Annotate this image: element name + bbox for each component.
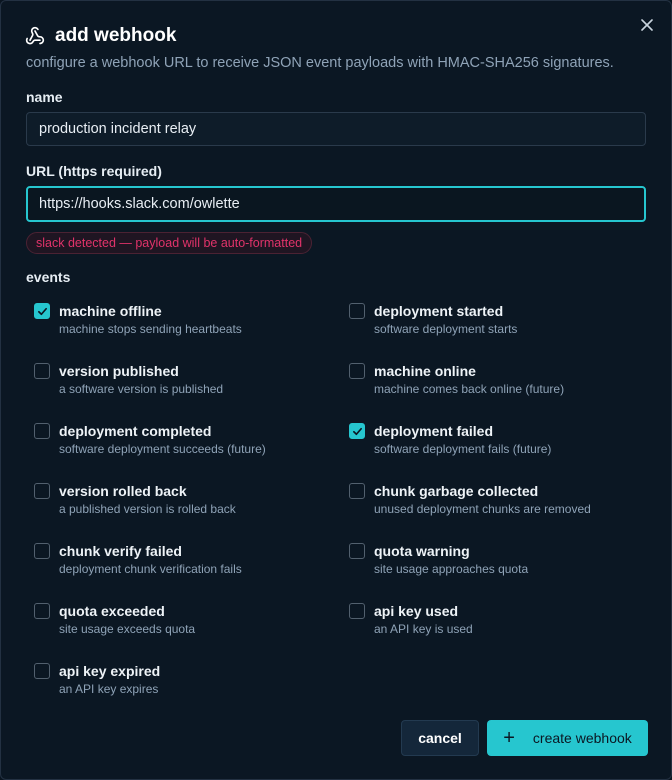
- event-checkbox[interactable]: [34, 483, 50, 499]
- event-checkbox[interactable]: [34, 363, 50, 379]
- event-text: [59, 302, 242, 338]
- name-input[interactable]: [26, 112, 646, 146]
- event-description: deployment chunk verification fails: [59, 562, 242, 576]
- event-text: [374, 482, 591, 518]
- event-checkbox[interactable]: [34, 603, 50, 619]
- plus-icon: +: [503, 727, 515, 749]
- close-icon: [641, 19, 653, 31]
- event-text: [59, 422, 266, 458]
- event-option[interactable]: [349, 482, 591, 518]
- event-description: software deployment fails (future): [374, 442, 552, 456]
- event-checkbox[interactable]: [349, 303, 365, 319]
- dialog-subtitle: configure a webhook URL to receive JSON event payloads with HMAC-SHA256 signatures.: [26, 55, 614, 71]
- event-text: [59, 602, 195, 638]
- event-option[interactable]: [349, 362, 564, 398]
- dialog-header: [25, 23, 176, 49]
- event-checkbox[interactable]: [34, 423, 50, 439]
- event-text: [59, 662, 160, 698]
- event-option[interactable]: [349, 302, 517, 338]
- event-name: version published: [59, 363, 179, 379]
- event-option[interactable]: [349, 602, 473, 638]
- event-name: machine online: [374, 363, 476, 379]
- event-checkbox[interactable]: [349, 543, 365, 559]
- event-checkbox[interactable]: [349, 483, 365, 499]
- event-checkbox[interactable]: [349, 423, 365, 439]
- name-label: name: [26, 89, 63, 105]
- event-name: deployment failed: [374, 423, 494, 439]
- checkmark-icon: [352, 426, 363, 437]
- event-checkbox[interactable]: [349, 363, 365, 379]
- event-name: deployment started: [374, 303, 504, 319]
- event-name: machine offline: [59, 303, 162, 319]
- webhook-icon: [25, 26, 45, 46]
- event-name: quota exceeded: [59, 603, 165, 619]
- dialog-title: add webhook: [55, 25, 177, 46]
- event-name: chunk verify failed: [59, 543, 182, 559]
- event-description: site usage exceeds quota: [59, 622, 196, 636]
- event-option[interactable]: [34, 542, 242, 578]
- url-label: URL (https required): [26, 163, 162, 179]
- slack-detected-hint: slack detected — payload will be auto-formatted: [26, 232, 312, 254]
- checkmark-icon: [37, 306, 48, 317]
- event-name: chunk garbage collected: [374, 483, 539, 499]
- event-option[interactable]: [34, 602, 195, 638]
- event-option[interactable]: [34, 422, 266, 458]
- event-checkbox[interactable]: [34, 303, 50, 319]
- cancel-button[interactable]: cancel: [401, 720, 479, 756]
- event-description: machine stops sending heartbeats: [59, 322, 242, 336]
- event-option[interactable]: [34, 362, 223, 398]
- event-name: deployment completed: [59, 423, 212, 439]
- event-option[interactable]: [349, 422, 551, 458]
- event-text: [374, 362, 564, 398]
- event-text: [59, 362, 223, 398]
- event-text: [374, 542, 528, 578]
- close-button[interactable]: [637, 15, 657, 35]
- create-webhook-button[interactable]: [487, 720, 648, 756]
- event-text: [374, 302, 517, 338]
- event-text: [374, 602, 473, 638]
- event-description: an API key is used: [374, 622, 473, 636]
- event-text: [59, 542, 242, 578]
- event-option[interactable]: [34, 482, 236, 518]
- event-description: unused deployment chunks are removed: [374, 502, 591, 516]
- event-option[interactable]: [349, 542, 528, 578]
- event-description: a software version is published: [59, 382, 224, 396]
- event-checkbox[interactable]: [34, 543, 50, 559]
- event-name: api key expired: [59, 663, 161, 679]
- event-option[interactable]: [34, 662, 160, 698]
- event-description: a published version is rolled back: [59, 502, 236, 516]
- event-checkbox[interactable]: [349, 603, 365, 619]
- event-description: software deployment succeeds (future): [59, 442, 266, 456]
- event-description: an API key expires: [59, 682, 159, 696]
- event-name: quota warning: [374, 543, 470, 559]
- event-description: site usage approaches quota: [374, 562, 529, 576]
- event-name: api key used: [374, 603, 459, 619]
- create-webhook-label: create webhook: [532, 730, 632, 746]
- event-name: version rolled back: [59, 483, 187, 499]
- event-description: software deployment starts: [374, 322, 518, 336]
- event-text: [59, 482, 236, 518]
- event-description: machine comes back online (future): [374, 382, 565, 396]
- event-option[interactable]: [34, 302, 242, 338]
- events-label: events: [26, 269, 71, 285]
- url-input[interactable]: [26, 186, 646, 222]
- event-text: [374, 422, 551, 458]
- event-checkbox[interactable]: [34, 663, 50, 679]
